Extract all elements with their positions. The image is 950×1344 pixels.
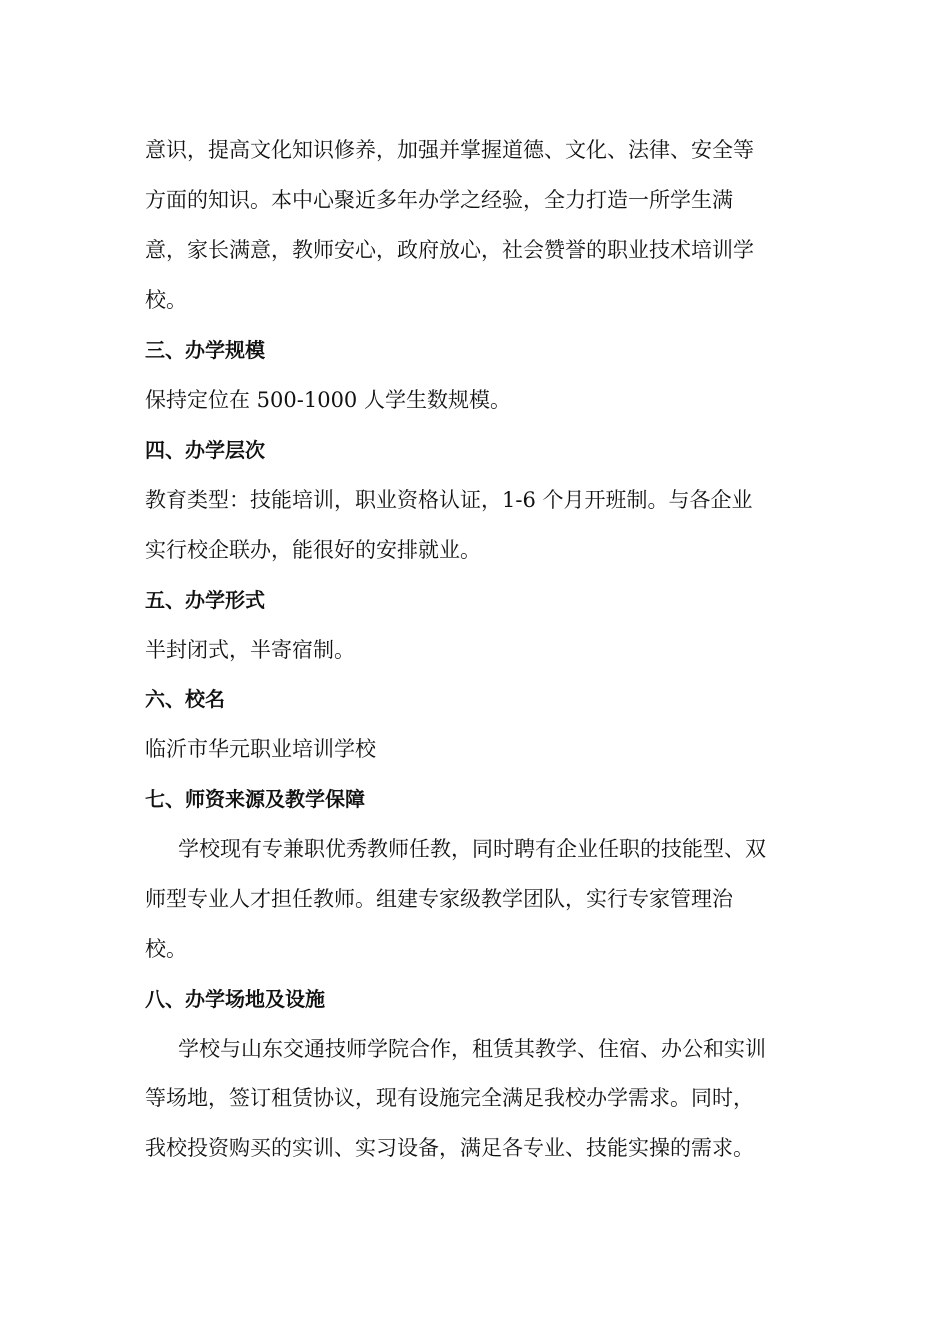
- section-6-line-1: 临沂市华元职业培训学校: [145, 737, 376, 761]
- section-7-line-2: 师型专业人才担任教师。组建专家级教学团队，实行专家管理治: [145, 887, 733, 911]
- section-4-line-1: 教育类型：技能培训，职业资格认证，1-6 个月开班制。与各企业: [145, 488, 753, 512]
- intro-line-1: 意识，提高文化知识修养，加强并掌握道德、文化、法律、安全等: [145, 138, 754, 162]
- section-8-line-2: 等场地，签订租赁协议，现有设施完全满足我校办学需求。同时，: [145, 1086, 754, 1110]
- section-6-heading: 六、校名: [145, 687, 225, 711]
- intro-line-3: 意，家长满意，教师安心，政府放心，社会赞誉的职业技术培训学: [145, 238, 754, 262]
- section-3-heading: 三、办学规模: [145, 338, 265, 362]
- section-7-line-3: 校。: [145, 937, 187, 961]
- section-8-line-1: 学校与山东交通技师学院合作，租赁其教学、住宿、办公和实训: [178, 1037, 766, 1061]
- section-7-heading: 七、师资来源及教学保障: [145, 787, 365, 811]
- section-7-line-1: 学校现有专兼职优秀教师任教，同时聘有企业任职的技能型、双: [178, 837, 766, 861]
- section-4-line-2: 实行校企联办，能很好的安排就业。: [145, 538, 481, 562]
- section-8-heading: 八、办学场地及设施: [145, 987, 325, 1011]
- section-3-line-1: 保持定位在 500-1000 人学生数规模。: [145, 388, 511, 412]
- intro-line-4: 校。: [145, 288, 187, 312]
- section-4-heading: 四、办学层次: [145, 438, 265, 462]
- intro-line-2: 方面的知识。本中心聚近多年办学之经验，全力打造一所学生满: [145, 188, 733, 212]
- section-5-heading: 五、办学形式: [145, 588, 265, 612]
- section-8-line-3: 我校投资购买的实训、实习设备，满足各专业、技能实操的需求。: [145, 1136, 754, 1160]
- section-5-line-1: 半封闭式，半寄宿制。: [145, 638, 355, 662]
